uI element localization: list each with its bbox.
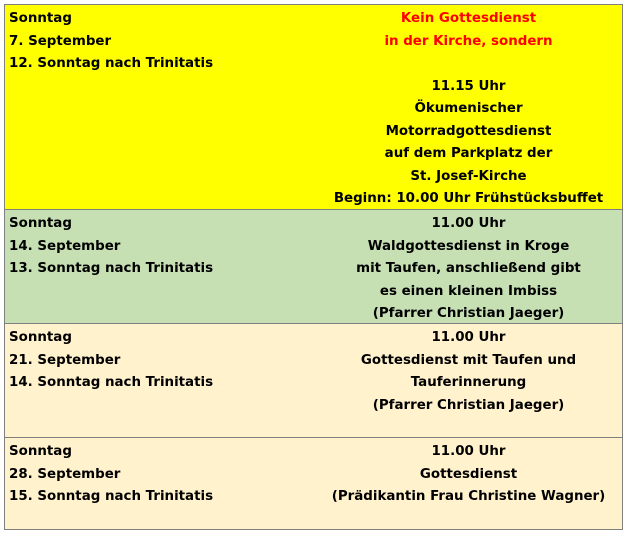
church-sunday: 14. Sonntag nach Trinitatis: [9, 375, 214, 390]
service-line: (Prädikantin Frau Christine Wagner): [331, 489, 606, 504]
service-time: 11.00 Uhr: [431, 330, 506, 345]
church-sunday: 13. Sonntag nach Trinitatis: [9, 261, 214, 276]
service-schedule-table: [4, 4, 625, 532]
service-line: Waldgottesdienst in Kroge: [367, 238, 570, 254]
service-row: [4, 4, 623, 210]
weekday: Sonntag: [9, 330, 72, 345]
service-line: auf dem Parkplatz der: [384, 146, 553, 161]
service-row: [4, 438, 623, 530]
notice-line: Kein Gottesdienst: [400, 11, 537, 26]
date: 14. September: [9, 238, 121, 254]
service-date-cell: [9, 213, 213, 281]
service-time: 11.00 Uhr: [431, 444, 506, 459]
service-details-cell: [315, 327, 622, 417]
service-line: Beginn: 10.00 Uhr Frühstücksbuffet: [333, 191, 604, 206]
date: 21. September: [9, 352, 121, 368]
service-line: es einen kleinen Imbiss: [379, 283, 558, 299]
notice-line: in der Kirche, sondern: [384, 33, 553, 49]
weekday: Sonntag: [9, 216, 72, 231]
service-line: Ökumenischer: [414, 101, 523, 116]
service-line: Motorradgottesdienst: [385, 123, 552, 139]
service-time: 11.00 Uhr: [431, 216, 506, 231]
service-line: mit Taufen, anschließend gibt: [356, 261, 581, 276]
service-line: St. Josef-Kirche: [410, 168, 527, 184]
service-line: (Pfarrer Christian Jaeger): [372, 306, 565, 321]
service-line: Gottesdienst: [419, 466, 518, 482]
service-date-cell: [9, 327, 213, 395]
service-line: Gottesdienst mit Taufen und: [360, 352, 577, 368]
weekday: Sonntag: [9, 11, 72, 26]
service-date-cell: [9, 441, 213, 509]
service-details-cell: [315, 213, 622, 326]
weekday: Sonntag: [9, 444, 72, 459]
service-details-cell: [315, 441, 622, 509]
service-line: (Pfarrer Christian Jaeger): [372, 397, 565, 413]
service-line: Tauferinnerung: [410, 375, 527, 390]
church-sunday: 15. Sonntag nach Trinitatis: [9, 489, 214, 504]
date: 7. September: [9, 33, 112, 49]
service-date-cell: [9, 8, 213, 76]
service-details-cell: [315, 8, 622, 211]
date: 28. September: [9, 466, 121, 482]
service-row: [4, 324, 623, 438]
service-row: [4, 210, 623, 324]
service-time: 11.15 Uhr: [431, 78, 506, 94]
church-sunday: 12. Sonntag nach Trinitatis: [9, 56, 214, 71]
